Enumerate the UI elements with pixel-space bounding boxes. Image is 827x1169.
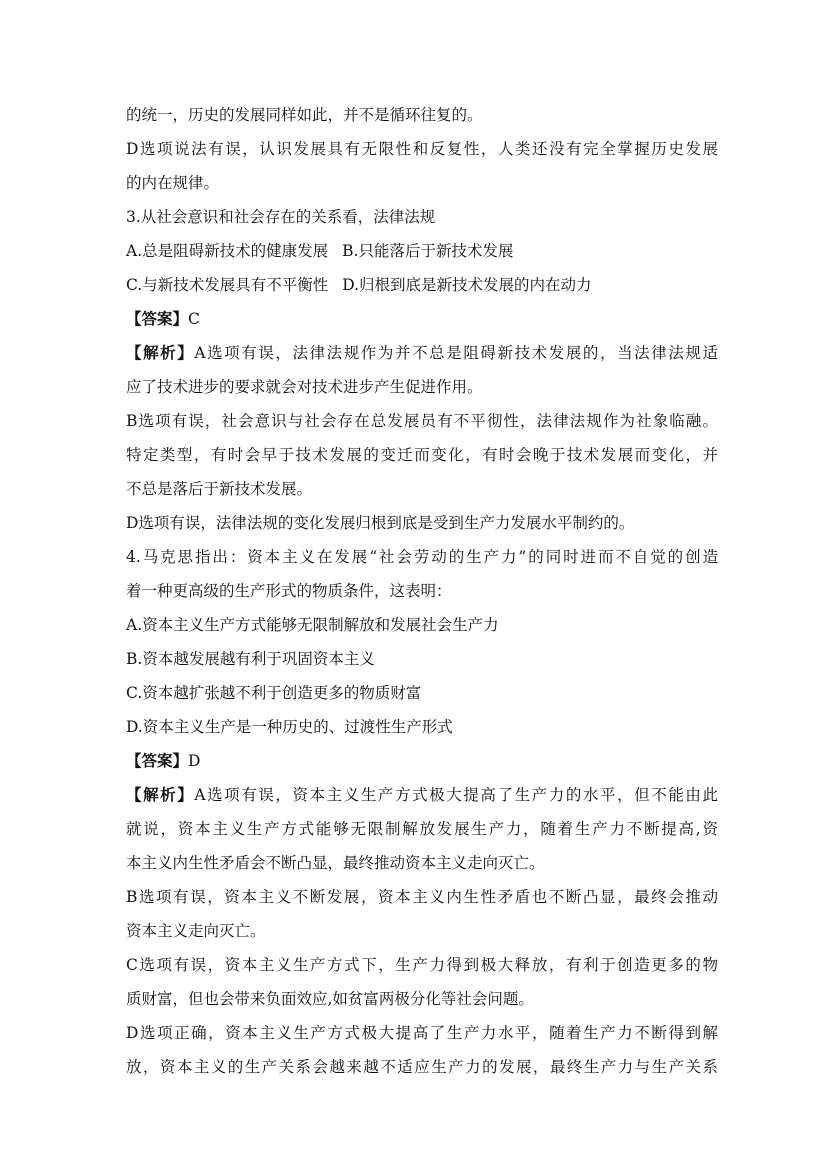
text-line: D选项正确，资本主义生产方式极大提高了生产力水平，随着生产力不断得到解 <box>126 1024 718 1042</box>
text-line: 资本主义走向灭亡。 <box>126 922 266 940</box>
text-line: 不总是落后于新技术发展。 <box>126 480 313 498</box>
analysis-label: 【解析】 <box>126 343 195 362</box>
option-a: A.总是阻碍新技术的健康发展 <box>126 242 329 260</box>
answer-line <box>126 302 718 336</box>
text-line: 特定类型，有时会早于技术发展的变迁而变化，有时会晚于技术发展而变化，并 <box>126 446 718 464</box>
text-line: B选项有误，资本主义不断发展，资本主义内生性矛盾也不断凸显，最终会推动 <box>126 888 718 906</box>
question-3-options-cd <box>126 268 718 302</box>
question-4-stem: 着一种更高级的生产形式的物质条件，这表明： <box>126 582 452 600</box>
option-c: C.与新技术发展具有不平衡性 <box>126 276 329 294</box>
text-line: B选项有误，社会意识与社会存在总发展员有不平彻性，法律法规作为社象临融。 <box>126 412 718 430</box>
text-line: 放，资本主义的生产关系会越来越不适应生产力的发展，最终生产力与生产关系 <box>126 1058 718 1076</box>
document-page <box>126 98 718 1084</box>
option-a: A.资本主义生产方式能够无限制解放和发展社会生产力 <box>126 616 499 634</box>
text-line: D选项有误，法律法规的变化发展归根到底是受到生产力发展水平制约的。 <box>126 514 635 532</box>
analysis-line: 【解析】A选项有误，资本主义生产方式极大提高了生产力的水平，但不能由此 <box>126 785 718 804</box>
text-line: 的内在规律。 <box>126 174 220 192</box>
question-3-stem: 3.从社会意识和社会存在的关系看，法律法规 <box>126 208 436 226</box>
answer-label: 【答案】 <box>126 751 189 770</box>
question-3-options-ab <box>126 234 718 268</box>
option-b: B.只能落后于新技术发展 <box>342 242 514 260</box>
option-c: C.资本越扩张越不利于创造更多的物质财富 <box>126 684 422 702</box>
answer-line <box>126 744 718 778</box>
question-4-stem: 4.马克思指出：资本主义在发展“社会劳动的生产力”的同时进而不自觉的创造 <box>126 548 718 566</box>
text-line: 应了技术进步的要求就会对技术进步产生促进作用。 <box>126 378 483 396</box>
text-line: C选项有误，资本主义生产方式下，生产力得到极大释放，有利于创造更多的物 <box>126 956 718 974</box>
option-b: B.资本越发展越有利于巩固资本主义 <box>126 650 375 668</box>
analysis-line: 【解析】A选项有误，法律法规作为并不总是阻碍新技术发展的，当法律法规适 <box>126 343 718 362</box>
answer-value: C <box>188 310 200 328</box>
text-line: 本主义内生性矛盾会不断凸显，最终推动资本主义走向灭亡。 <box>126 854 545 872</box>
answer-value: D <box>188 752 201 770</box>
option-d: D.资本主义生产是一种历史的、过渡性生产形式 <box>126 718 453 736</box>
option-d: D.归根到底是新技术发展的内在动力 <box>342 276 592 294</box>
text-line: 的统一，历史的发展同样如此，并不是循环往复的。 <box>126 106 483 124</box>
text-line: D选项说法有误，认识发展具有无限性和反复性，人类还没有完全掌握历史发展 <box>126 140 718 158</box>
text-line: 就说，资本主义生产方式能够无限制解放发展生产力，随着生产力不断提高,资 <box>126 820 718 838</box>
answer-label: 【答案】 <box>126 309 189 328</box>
analysis-label: 【解析】 <box>126 785 195 804</box>
text-line: 质财富，但也会带来负面效应,如贫富两极分化等社会问题。 <box>126 990 534 1008</box>
